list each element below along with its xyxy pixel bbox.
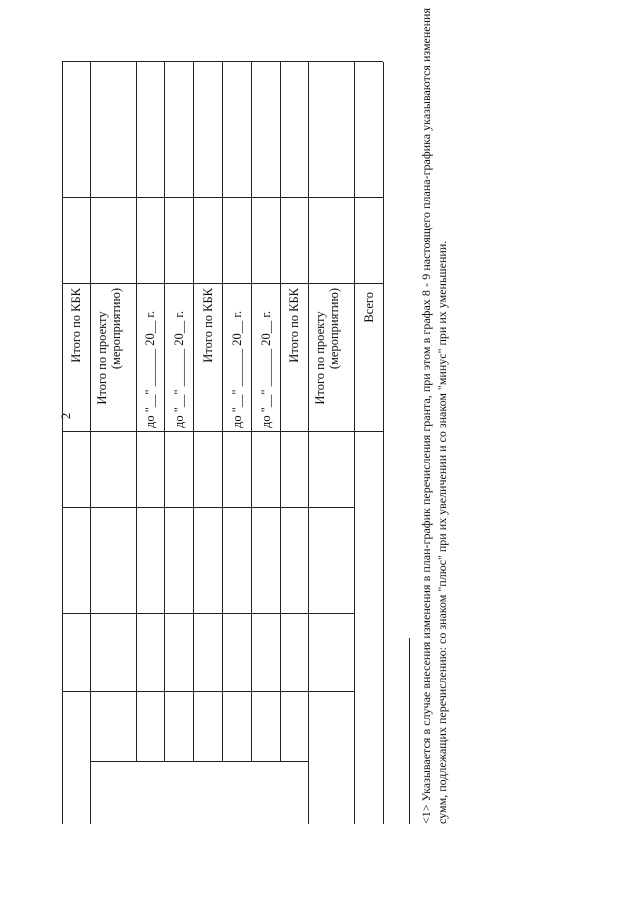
row-line: [90, 62, 91, 824]
row-line: [308, 62, 309, 824]
row-label-project-total: [95, 284, 123, 432]
row-label-line: Итого по проекту: [313, 311, 327, 405]
column-line: [62, 507, 354, 508]
row-label-date: до "__" ______ 20__ г.: [143, 310, 157, 428]
row-line: [354, 62, 355, 824]
column-line: [62, 691, 354, 692]
row-label-line: (мероприятию): [327, 288, 341, 370]
row-label-date: до "__" ______ 20__ г.: [230, 310, 244, 428]
column-line: [62, 613, 354, 614]
row-line: [136, 62, 137, 762]
row-label-kbk-total: Итого по КБК: [69, 288, 83, 363]
row-label-grand-total: Всего: [362, 292, 376, 323]
row-label-kbk-total: Итого по КБК: [201, 288, 215, 363]
footnote: [418, 8, 450, 824]
page-number: 2: [58, 412, 73, 420]
row-line: [164, 62, 165, 762]
row-line: [251, 62, 252, 762]
row-line: [280, 62, 281, 762]
footnote-separator: [409, 638, 410, 824]
row-line: [193, 62, 194, 762]
table-border-right: [62, 61, 383, 62]
row-label-line: (мероприятию): [109, 288, 123, 370]
column-line: [62, 197, 383, 198]
table-border-top: [62, 62, 63, 824]
row-line: [222, 62, 223, 762]
row-label-date: до "__" ______ 20__ г.: [172, 310, 186, 428]
column-line: [90, 761, 308, 762]
row-label-line: Итого по проекту: [95, 311, 109, 405]
row-label-kbk-total: Итого по КБК: [287, 288, 301, 363]
footnote-text: <1> Указывается в случае внесения изменения в план-график перечисления гранта, при этом в графах 8 - 9 настоящего плана-графика указываются изменения сумм, подлежащих перечислению: со знаком "плюс" при их увеличении и со знаком "минус" при их уменьшении.: [419, 8, 449, 824]
table-border-bottom: [383, 62, 384, 824]
row-label-date: до "__" ______ 20__ г.: [259, 310, 273, 428]
rotated-page: [58, 8, 449, 824]
row-label-project-total: [313, 284, 341, 432]
